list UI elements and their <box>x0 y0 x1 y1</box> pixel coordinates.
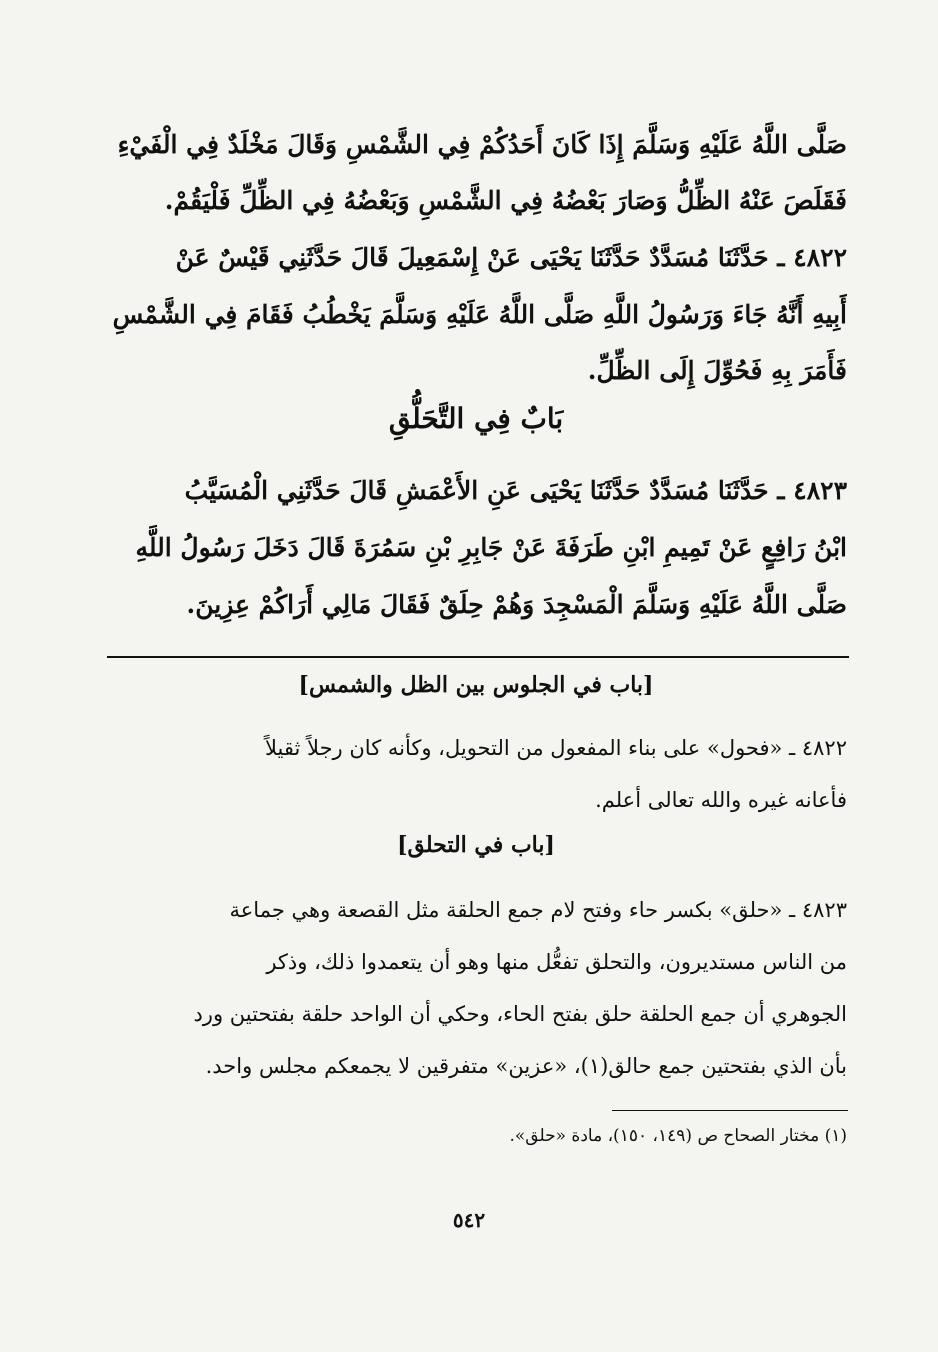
commentary2-line-4: بأن الذي بفتحتين جمع حالق(١)، «عزين» متفرقين لا يجمعكم مجلس واحد. <box>205 1054 847 1078</box>
commentary2-line-1: ٤٨٢٣ ـ «حلق» بكسر حاء وفتح لام جمع الحلقة مثل القصعة وهي جماعة <box>229 898 847 922</box>
hadith-line-2: فَقَلَصَ عَنْهُ الظِّلُّ وَصَارَ بَعْضُهُ فِي الشَّمْسِ وَبَعْضُهُ فِي الظِّلِّ فَلْيَقُمْ. <box>164 186 847 215</box>
commentary1-line-1: ٤٨٢٢ ـ «فحول» على بناء المفعول من التحويل، وكأنه كان رجلاً ثقيلاً <box>265 736 847 760</box>
footnote-divider <box>612 1110 848 1111</box>
hadith-line-4: أَبِيهِ أَنَّهُ جَاءَ وَرَسُولُ اللَّهِ صَلَّى اللَّهُ عَلَيْهِ وَسَلَّمَ يَخْطُبُ فَقَامَ فِي الشَّمْسِ <box>112 300 847 329</box>
commentary2-line-3: الجوهري أن جمع الحلقة حلق بفتح الحاء، وحكي أن الواحد حلقة بفتحتين ورد <box>193 1002 847 1026</box>
hadith-line-3: ٤٨٢٢ ـ حَدَّثَنَا مُسَدَّدٌ حَدَّثَنَا يَحْيَى عَنْ إِسْمَعِيلَ قَالَ حَدَّثَنِي قَيْسٌ عَنْ <box>175 243 847 272</box>
section-divider <box>107 656 849 658</box>
hadith2-line-2: ابْنُ رَافِعٍ عَنْ تَمِيمِ ابْنِ طَرَفَةَ عَنْ جَابِرِ بْنِ سَمُرَةَ قَالَ دَخَلَ رَسُولُ اللَّهِ <box>135 533 847 562</box>
hadith-line-1: صَلَّى اللَّهُ عَلَيْهِ وَسَلَّمَ إِذَا كَانَ أَحَدُكُمْ فِي الشَّمْسِ وَقَالَ مَخْلَدٌ فِي الْفَيْءِ <box>117 130 847 159</box>
commentary-heading-1: [باب في الجلوس بين الظل والشمس] <box>298 672 654 698</box>
chapter-heading: بَابٌ فِي التَّحَلُّقِ <box>388 402 564 435</box>
commentary1-line-2: فأعانه غيره والله تعالى أعلم. <box>595 788 847 812</box>
hadith2-line-3: صَلَّى اللَّهُ عَلَيْهِ وَسَلَّمَ الْمَسْجِدَ وَهُمْ حِلَقٌ فَقَالَ مَالِي أَرَاكُمْ عِزِينَ. <box>186 590 847 619</box>
commentary2-line-2: من الناس مستديرون، والتحلق تفعُّل منها وهو أن يتعمدوا ذلك، وذكر <box>266 950 847 974</box>
footnote: (١) مختار الصحاح ص (١٤٩، ١٥٠)، مادة «حلق». <box>509 1126 847 1146</box>
commentary-heading-2: [باب في التحلق] <box>397 832 555 858</box>
page-number: ٥٤٢ <box>452 1208 486 1232</box>
hadith2-line-1: ٤٨٢٣ ـ حَدَّثَنَا مُسَدَّدٌ حَدَّثَنَا يَحْيَى عَنِ الأَعْمَشِ قَالَ حَدَّثَنِي الْمُسَيَّبُ <box>184 476 847 505</box>
hadith-line-5: فَأَمَرَ بِهِ فَحُوِّلَ إِلَى الظِّلِّ. <box>587 356 847 385</box>
